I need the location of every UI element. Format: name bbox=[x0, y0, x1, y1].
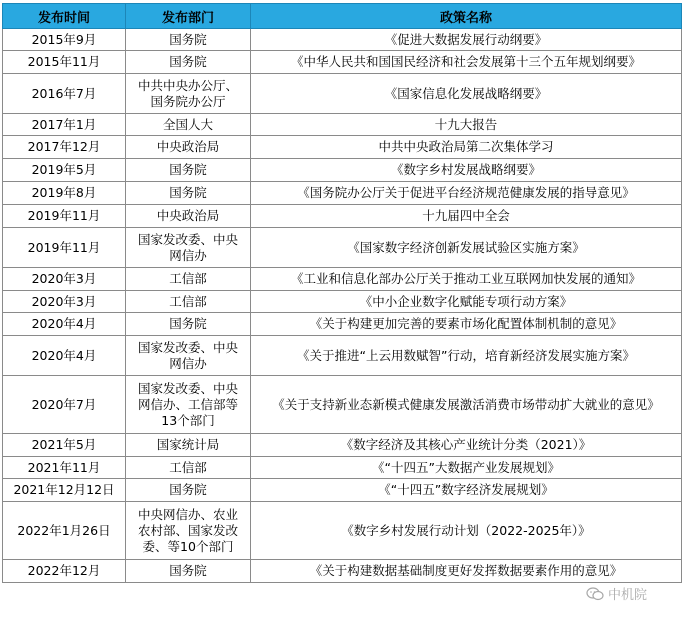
header-date: 发布时间 bbox=[3, 4, 126, 29]
cell-department: 国务院 bbox=[126, 29, 251, 51]
cell-policy-name: 《国家信息化发展战略纲要》 bbox=[251, 74, 682, 114]
cell-department: 国家发改委、中央 网信办、工信部等 13个部门 bbox=[126, 376, 251, 434]
cell-policy-name: 《工业和信息化部办公厅关于推动工业互联网加快发展的通知》 bbox=[251, 268, 682, 291]
cell-date: 2021年11月 bbox=[3, 457, 126, 479]
table-row bbox=[3, 51, 682, 74]
cell-department: 中央政治局 bbox=[126, 205, 251, 228]
cell-policy-name: 《中小企业数字化赋能专项行动方案》 bbox=[251, 291, 682, 313]
cell-policy-name: 《数字乡村发展战略纲要》 bbox=[251, 159, 682, 182]
cell-department: 中央网信办、农业 农村部、国家发改 委、等10个部门 bbox=[126, 502, 251, 560]
table-row bbox=[3, 74, 682, 114]
wechat-icon bbox=[586, 587, 604, 601]
cell-date: 2020年4月 bbox=[3, 336, 126, 376]
cell-date: 2015年9月 bbox=[3, 29, 126, 51]
watermark bbox=[586, 584, 647, 603]
cell-date: 2021年12月12日 bbox=[3, 479, 126, 502]
cell-policy-name: 《数字乡村发展行动计划（2022-2025年）》 bbox=[251, 502, 682, 560]
table-row bbox=[3, 228, 682, 268]
table-row bbox=[3, 376, 682, 434]
cell-date: 2019年11月 bbox=[3, 205, 126, 228]
table-row bbox=[3, 136, 682, 159]
cell-date: 2017年12月 bbox=[3, 136, 126, 159]
cell-department: 国务院 bbox=[126, 313, 251, 336]
cell-department: 国务院 bbox=[126, 182, 251, 205]
cell-date: 2022年1月26日 bbox=[3, 502, 126, 560]
cell-policy-name: 《数字经济及其核心产业统计分类（2021）》 bbox=[251, 434, 682, 457]
table-row bbox=[3, 29, 682, 51]
table-row bbox=[3, 560, 682, 583]
table-row bbox=[3, 502, 682, 560]
cell-department: 国务院 bbox=[126, 51, 251, 74]
cell-department: 工信部 bbox=[126, 291, 251, 313]
cell-date: 2022年12月 bbox=[3, 560, 126, 583]
cell-date: 2020年4月 bbox=[3, 313, 126, 336]
cell-department: 全国人大 bbox=[126, 114, 251, 136]
table-row bbox=[3, 159, 682, 182]
table-row bbox=[3, 336, 682, 376]
table-row bbox=[3, 434, 682, 457]
cell-date: 2015年11月 bbox=[3, 51, 126, 74]
cell-policy-name: 中共中央政治局第二次集体学习 bbox=[251, 136, 682, 159]
cell-policy-name: 《“十四五”数字经济发展规划》 bbox=[251, 479, 682, 502]
cell-department: 国家统计局 bbox=[126, 434, 251, 457]
cell-department: 国家发改委、中央 网信办 bbox=[126, 228, 251, 268]
policy-table bbox=[2, 3, 682, 583]
watermark-text: 中机院 bbox=[608, 588, 648, 603]
cell-policy-name: 十九届四中全会 bbox=[251, 205, 682, 228]
cell-date: 2020年3月 bbox=[3, 291, 126, 313]
cell-policy-name: 《关于构建数据基础制度更好发挥数据要素作用的意见》 bbox=[251, 560, 682, 583]
cell-date: 2021年5月 bbox=[3, 434, 126, 457]
cell-date: 2020年3月 bbox=[3, 268, 126, 291]
table-row bbox=[3, 205, 682, 228]
cell-department: 国务院 bbox=[126, 560, 251, 583]
table-row bbox=[3, 291, 682, 313]
cell-department: 中央政治局 bbox=[126, 136, 251, 159]
table-row bbox=[3, 268, 682, 291]
cell-date: 2019年5月 bbox=[3, 159, 126, 182]
table-row bbox=[3, 479, 682, 502]
cell-policy-name: 《国务院办公厅关于促进平台经济规范健康发展的指导意见》 bbox=[251, 182, 682, 205]
cell-date: 2020年7月 bbox=[3, 376, 126, 434]
cell-date: 2019年11月 bbox=[3, 228, 126, 268]
header-policy-name: 政策名称 bbox=[251, 4, 682, 29]
cell-department: 国务院 bbox=[126, 159, 251, 182]
cell-policy-name: 《国家数字经济创新发展试验区实施方案》 bbox=[251, 228, 682, 268]
cell-department: 国家发改委、中央 网信办 bbox=[126, 336, 251, 376]
cell-policy-name: 《关于支持新业态新模式健康发展激活消费市场带动扩大就业的意见》 bbox=[251, 376, 682, 434]
cell-policy-name: 《促进大数据发展行动纲要》 bbox=[251, 29, 682, 51]
table-row bbox=[3, 114, 682, 136]
cell-date: 2016年7月 bbox=[3, 74, 126, 114]
table-row bbox=[3, 182, 682, 205]
cell-policy-name: 《“十四五”大数据产业发展规划》 bbox=[251, 457, 682, 479]
cell-policy-name: 《关于构建更加完善的要素市场化配置体制机制的意见》 bbox=[251, 313, 682, 336]
cell-date: 2017年1月 bbox=[3, 114, 126, 136]
table-header-row bbox=[3, 4, 682, 29]
table-row bbox=[3, 313, 682, 336]
cell-department: 工信部 bbox=[126, 268, 251, 291]
cell-date: 2019年8月 bbox=[3, 182, 126, 205]
header-department: 发布部门 bbox=[126, 4, 251, 29]
table-row bbox=[3, 457, 682, 479]
cell-policy-name: 《关于推进“上云用数赋智”行动，培育新经济发展实施方案》 bbox=[251, 336, 682, 376]
cell-policy-name: 《中华人民共和国国民经济和社会发展第十三个五年规划纲要》 bbox=[251, 51, 682, 74]
cell-department: 中共中央办公厅、 国务院办公厅 bbox=[126, 74, 251, 114]
cell-policy-name: 十九大报告 bbox=[251, 114, 682, 136]
cell-department: 工信部 bbox=[126, 457, 251, 479]
cell-department: 国务院 bbox=[126, 479, 251, 502]
